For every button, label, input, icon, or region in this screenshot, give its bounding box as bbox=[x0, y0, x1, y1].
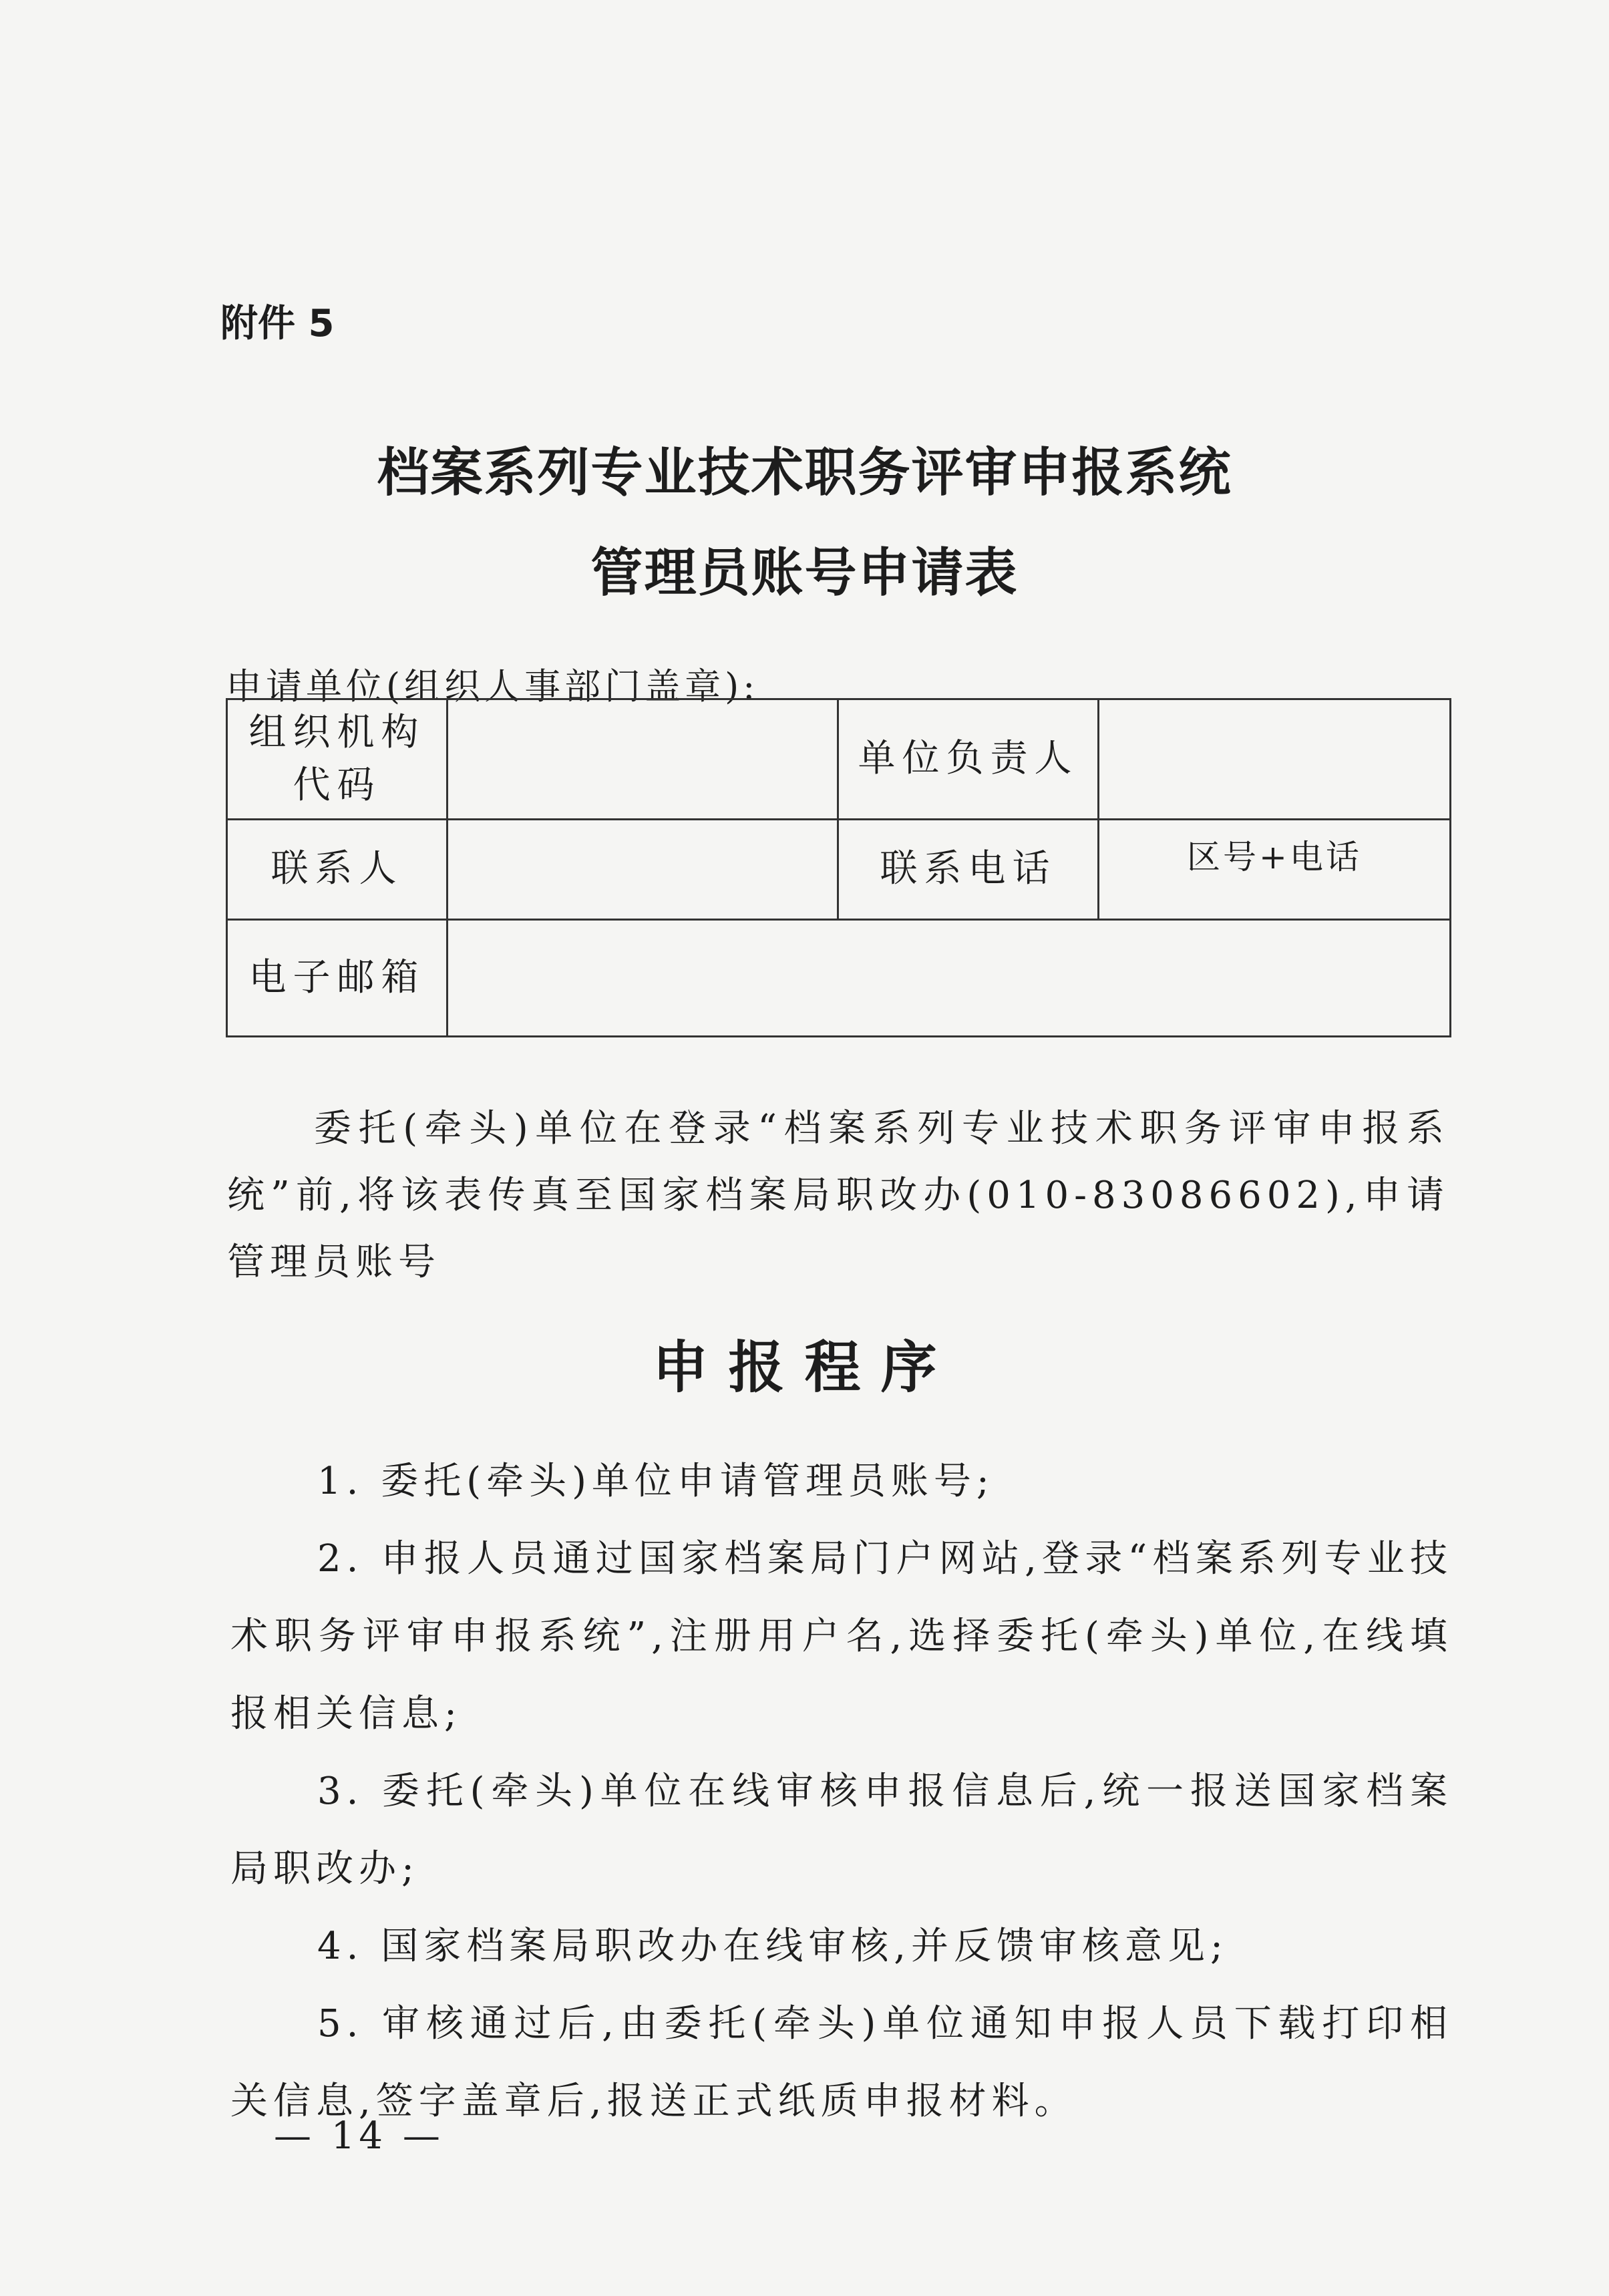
form-row bbox=[227, 820, 1451, 920]
contact-field[interactable] bbox=[448, 820, 838, 920]
contact-label: 联系人 bbox=[227, 820, 448, 920]
phone-label: 联系电话 bbox=[838, 820, 1099, 920]
form-row bbox=[227, 699, 1451, 820]
form-title-line2: 管理员账号申请表 bbox=[590, 543, 1019, 603]
attachment-label: 附件 5 bbox=[220, 302, 335, 345]
application-form-table bbox=[226, 698, 1451, 1037]
procedure-step: 1. 委托(牵头)单位申请管理员账号; bbox=[317, 1460, 995, 1503]
form-title-line1: 档案系列专业技术职务评审申报系统 bbox=[377, 443, 1232, 503]
email-field[interactable] bbox=[448, 920, 1451, 1037]
page-number: — 14 — bbox=[274, 2114, 444, 2158]
procedure-steps bbox=[230, 1443, 1453, 2140]
org-code-label: 组织机构代码 bbox=[227, 699, 448, 820]
org-code-field[interactable] bbox=[448, 699, 838, 820]
procedure-step: 3. 委托(牵头)单位在线审核申报信息后,统一报送国家档案局职改办; bbox=[230, 1770, 1453, 1891]
applicant-unit-label: 申请单位(组织人事部门盖章): bbox=[226, 665, 759, 707]
email-label: 电子邮箱 bbox=[227, 920, 448, 1037]
phone-field[interactable]: 区号+电话 bbox=[1099, 820, 1451, 920]
procedure-title: 申报程序 bbox=[652, 1335, 957, 1400]
procedure-step: 2. 申报人员通过国家档案局门户网站,登录“档案系列专业技术职务评审申报系统”,注册用户名,选择委托(牵头)单位,在线填报相关信息; bbox=[230, 1537, 1453, 1736]
form-row bbox=[227, 920, 1451, 1037]
unit-head-field[interactable] bbox=[1099, 699, 1451, 820]
procedure-step: 5. 审核通过后,由委托(牵头)单位通知申报人员下载打印相关信息,签字盖章后,报送正式纸质申报材料。 bbox=[230, 2002, 1453, 2123]
procedure-step: 4. 国家档案局职改办在线审核,并反馈审核意见; bbox=[317, 1925, 1228, 1968]
unit-head-label: 单位负责人 bbox=[838, 699, 1099, 820]
fax-instruction-paragraph: 委托(牵头)单位在登录“档案系列专业技术职务评审申报系统”前,将该表传真至国家档案局职改办(010-83086602),申请管理员账号 bbox=[227, 1107, 1449, 1284]
